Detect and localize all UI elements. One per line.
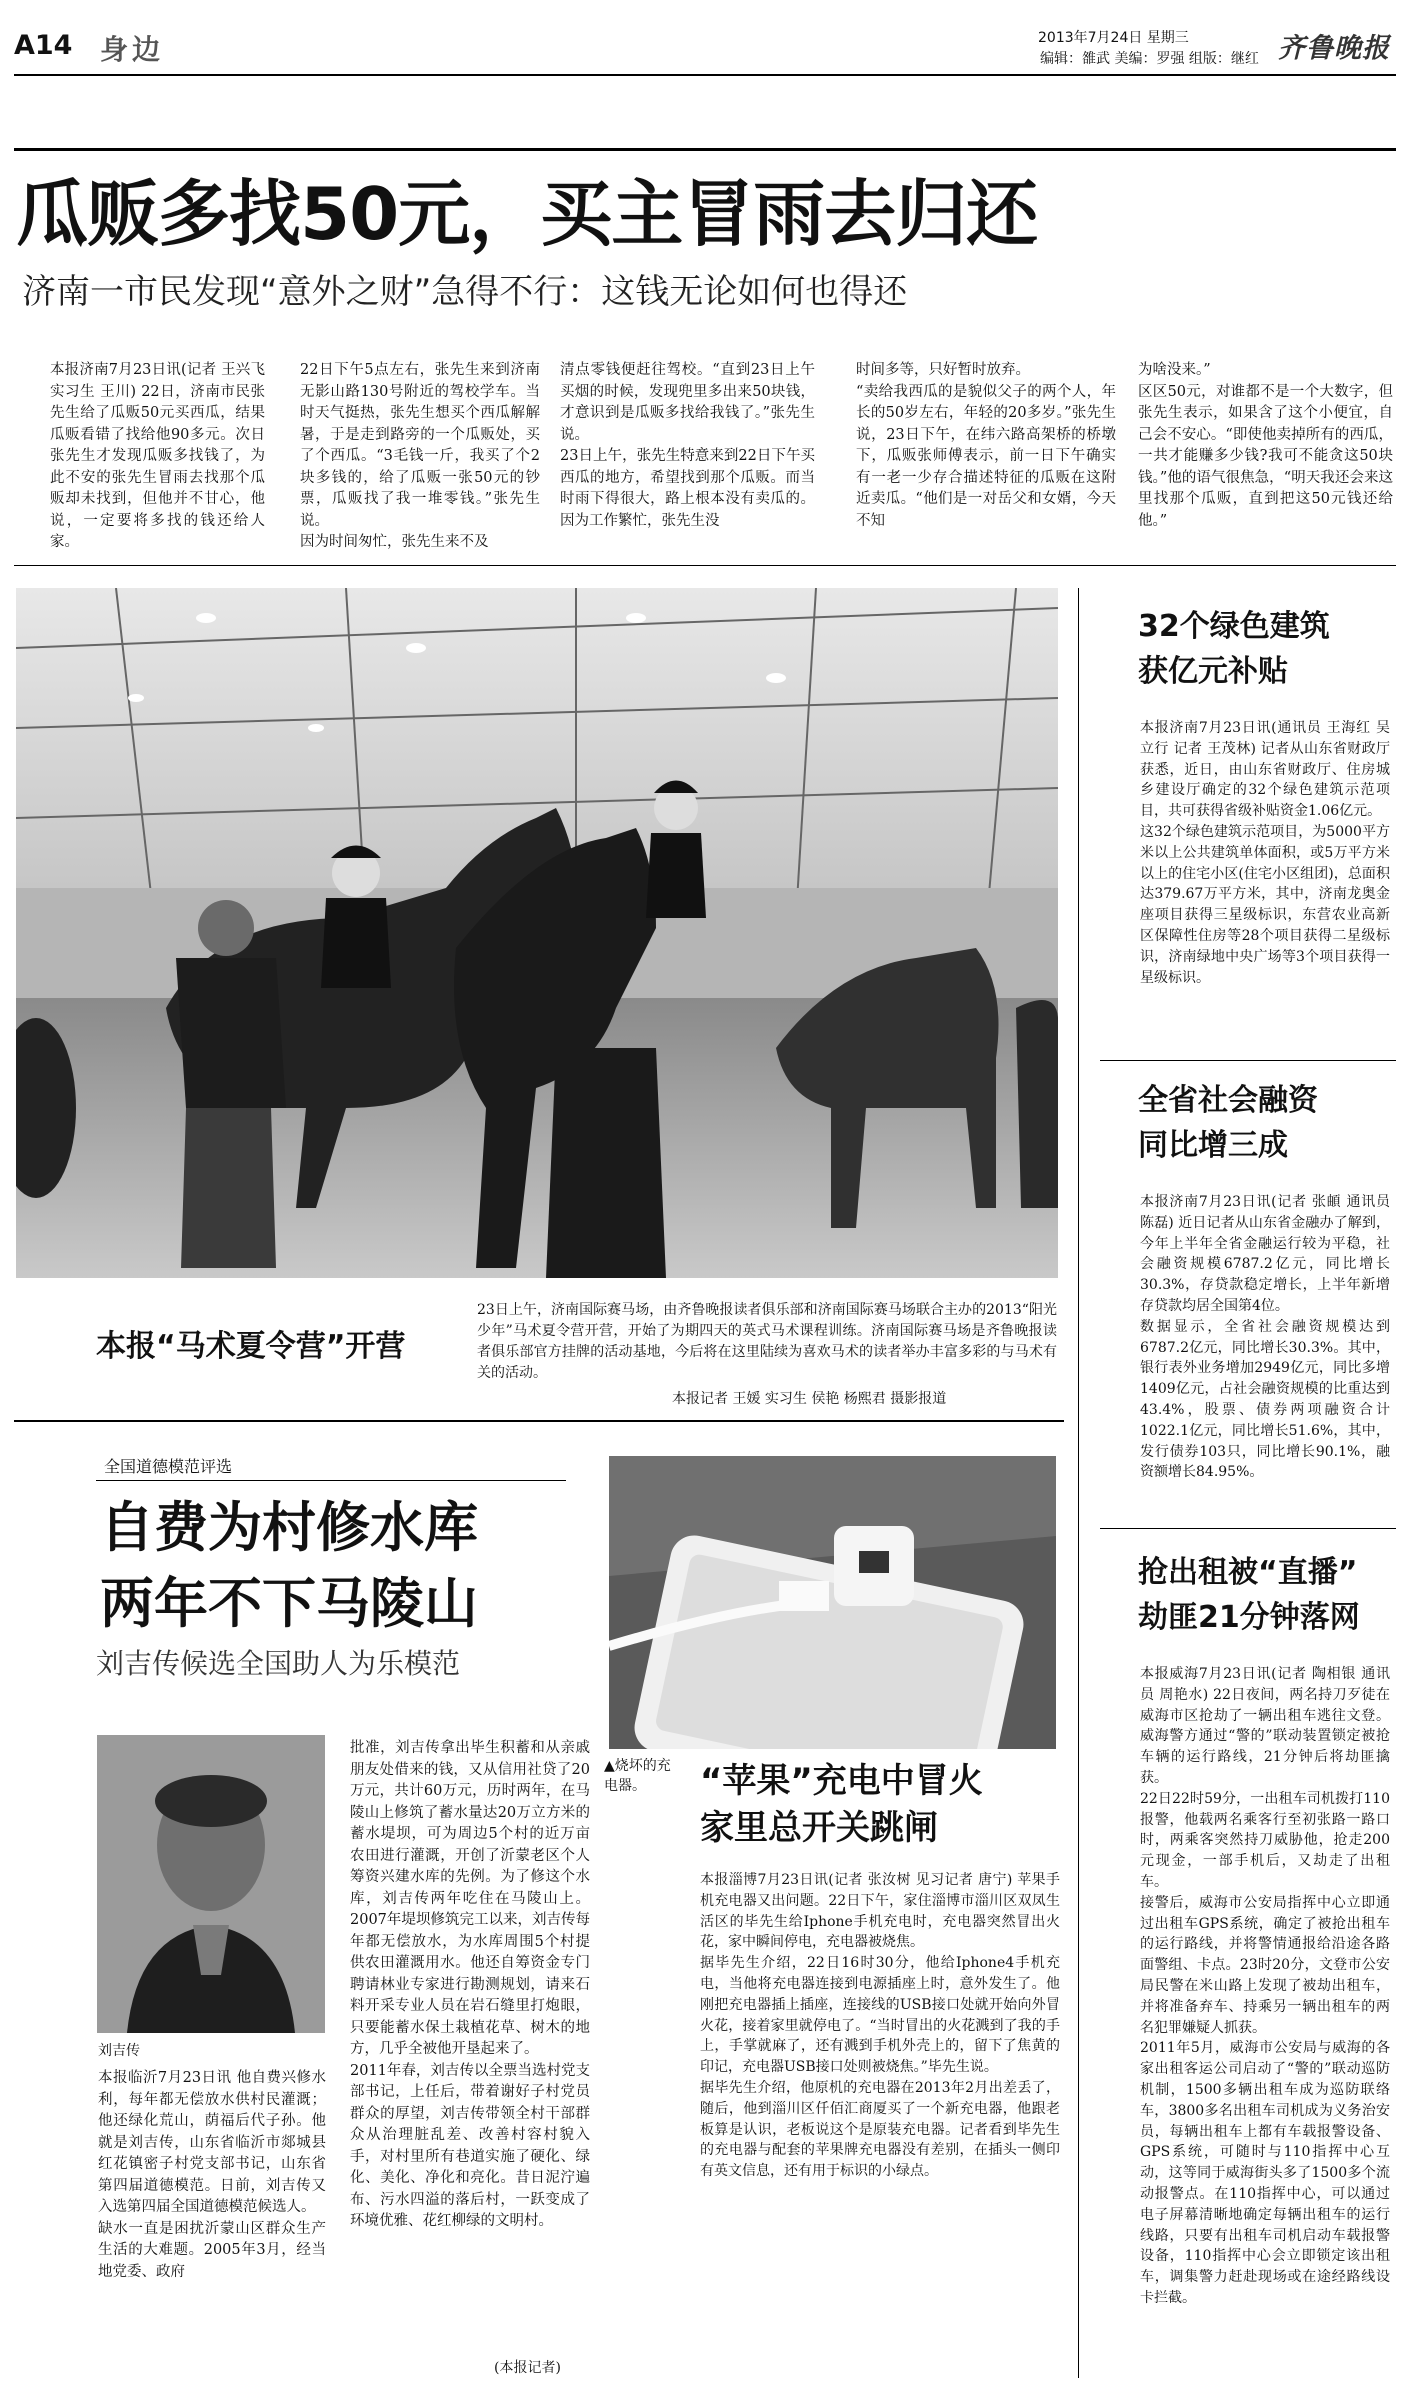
photo-right-rule <box>1078 588 1079 2378</box>
lead-top-rule <box>14 148 1396 151</box>
photo-feature-caption: 23日上午，济南国际赛马场，由齐鲁晚报读者俱乐部和济南国际赛马场联合主办的2013“阳光少年”马术夏令营开营，开始了为期四天的英式马术课程训练。济南国际赛马场是齐鲁晚报读者俱乐部官方挂牌的活动基地，今后将在这里陆续为喜欢马术的读者举办丰富多彩的与马术有关的活动。 <box>477 1302 1057 1381</box>
model-portrait <box>97 1735 325 2033</box>
page-number: A14 <box>14 30 73 61</box>
lead-column-1: 本报济南7月23日讯(记者 王兴飞 实习生 王川) 22日，济南市民张先生给了瓜贩50元买西瓜，结果瓜贩看错了找给他90多元。次日张先生才发现瓜贩多找钱了，为此不安的张先生冒雨去找那个瓜贩却未找到，但他并不甘心，他说，一定要将多找的钱还给人家。 <box>50 362 265 550</box>
model-column-2: 批准，刘吉传拿出毕生积蓄和从亲戚朋友处借来的钱，又从信用社贷了20万元，共计60万元，历时两年，在马陵山上修筑了蓄水量达20万立方米的蓄水堤坝，可为周边5个村的近万亩农田进行灌溉，开创了沂蒙老区个人筹资兴建水库的先例。为了修这个水库，刘吉传两年吃住在马陵山上。2007年堤坝修筑完工以来，刘吉传每年都无偿放水，为水库周围5个村提供农田灌溉用水。他还自筹资金专门聘请林业专家进行勘测规划，请来石料开采专业人员在岩石缝里打炮眼，只要能蓄水保土栽植花草、树木的地方，几乎全被他开垦起来了。 2011年春，刘吉传以全票当选村党支部书记，上任后，带着谢好子村党员群众的厚望，刘吉传带领全村干部群众从治理脏乱差、改善村容村貌入手，对村里所有巷道实施了硬化、绿化、美化、净化和亮化。昔日泥泞遍布、污水四溢的落后村，一跃变成了环境优雅、花红柳绿的文明村。 <box>350 1740 590 2229</box>
lead-bottom-rule <box>14 565 1396 566</box>
model-tag: 全国道德模范评选 <box>98 1454 238 1477</box>
model-signature: (本报记者) <box>494 2360 561 2376</box>
lead-subheadline: 济南一市民发现“意外之财”急得不行：这钱无论如何也得还 <box>22 272 908 312</box>
apple-headline: “苹果”充电中冒火 家里总开关跳闸 <box>700 1761 983 1848</box>
brief-1-rule <box>1100 1060 1396 1061</box>
brief-2-rule <box>1100 1528 1396 1529</box>
brief-2-title: 全省社会融资 同比增三成 <box>1138 1083 1318 1163</box>
header-rule <box>14 74 1396 76</box>
photo-feature-title: 本报“马术夏令营”开营 <box>96 1329 406 1364</box>
lead-column-4: 时间多等，只好暂时放弃。 “卖给我西瓜的是貌似父子的两个人，年长的50岁左右，年轻的20多岁。”张先生说，23日下午，在纬六路高架桥的桥墩下，瓜贩张师傅表示，前一日下午确实有一老一少存合描述特征的瓜贩在这附近卖瓜。“他们是一对岳父和女婿，今天不知 <box>856 362 1116 529</box>
brief-1-text: 本报济南7月23日讯(通讯员 王海红 吴立行 记者 王茂林) 记者从山东省财政厅获悉，近日，由山东省财政厅、住房城乡建设厅确定的32个绿色建筑示范项目，共可获得省级补贴资金1.06亿元。 这32个绿色建筑示范项目，为5000平方米以上公共建筑单体面积，或5万平方米以上的住宅小区(住宅小区组团)，总面积达379.67万平方米，其中，济南龙奥金座项目获得三星级标识，东营农业高新区保障性住房等28个项目获得二星级标识，济南绿地中央广场等3个项目获得一星级标识。 <box>1140 720 1390 986</box>
model-column-1: 本报临沂7月23日讯 他自费兴修水利，每年都无偿放水供村民灌溉；他还绿化荒山，荫福后代子孙。他就是刘吉传，山东省临沂市郯城县红花镇密子村党支部书记，山东省第四届道德模范。日前，刘吉传又入选第四届全国道德模范候选人。 缺水一直是困扰沂蒙山区群众生产生活的大难题。2005年3月，经当地党委、政府 <box>98 2070 326 2280</box>
model-headline: 自费为村修水库 两年不下马陵山 <box>100 1496 478 1635</box>
horse-camp-photo <box>16 588 1058 1278</box>
model-tag-rule <box>96 1480 566 1481</box>
brief-3-text: 本报威海7月23日讯(记者 陶相银 通讯员 周艳水) 22日夜间，两名持刀歹徒在威海市区抢劫了一辆出租车逃往文登。威海警方通过“警的”联动装置锁定被抢车辆的运行路线，21分钟后将劫匪擒获。 22日22时59分，一出租车司机拨打110报警，他载两名乘客行至初张路一路口时，两乘客突然持刀威胁他，抢走200元现金，一部手机后，又劫走了出租车。 接警后，威海市公安局指挥中心立即通过出租车GPS系统，确定了被抢出租车的运行路线，并将警情通报给沿途各路面警组、卡点。23时20分，文登市公安局民警在米山路上发现了被劫出租车，并将准备弃车、持乘另一辆出租车的两名犯罪嫌疑人抓获。 2011年5月，威海市公安局与威海的各家出租客运公司启动了“警的”联动巡防机制，1500多辆出租车成为巡防联络车，3800多名出租车司机成为义务治安员，每辆出租车上都有车载报警设备、GPS系统，可随时与110指挥中心互动，这等同于威海街头多了1500多个流动报警点。在110指挥中心，可以通过电子屏幕清晰地确定每辆出租车的运行线路，只要有出租车司机启动车载报警设备，110指挥中心会立即锁定该出租车，调集警力赶赴现场或在途经路线设卡拦截。 <box>1140 1666 1390 2306</box>
model-subheadline: 刘吉传候选全国助人为乐模范 <box>96 1647 461 1680</box>
lead-column-5: 为啥没来。” 区区50元，对谁都不是一个大数字，但张先生表示，如果含了这个小便宜，自己会不安心。“即使他卖掉所有的西瓜，一共才能赚多少钱?我可不能贪这50块钱。”他的语气很焦急，“明天我还会来这里找那个瓜贩，直到把这50元钱还给他。” <box>1138 362 1393 529</box>
lead-column-3: 清点零钱便赶往驾校。“直到23日上午买烟的时候，发现兜里多出来50块钱，才意识到是瓜贩多找给我钱了。”张先生说。 23日上午，张先生特意来到22日下午买西瓜的地方，希望找到那个瓜贩。而当时雨下得很大，路上根本没有卖瓜的。因为工作繁忙，张先生没 <box>560 362 815 529</box>
brief-1-title: 32个绿色建筑 获亿元补贴 <box>1138 609 1330 689</box>
section-name: 身边 <box>100 33 165 66</box>
charger-photo-caption: ▲烧坏的充电器。 <box>604 1758 671 1794</box>
charger-illustration <box>609 1456 1056 1749</box>
apple-text: 本报淄博7月23日讯(记者 张汝树 见习记者 唐宁) 苹果手机充电器又出问题。22日下午，家住淄博市淄川区双凤生活区的毕先生给Iphone手机充电时，充电器突然冒出火花，家中瞬间停电，充电器被烧焦。 据毕先生介绍，22日16时30分，他给Iphone4手机充电，当他将充电器连接到电源插座上时，意外发生了。他刚把充电器插上插座，连接线的USB接口处就开始向外冒火花，接着家里就停电了。“当时冒出的火花溅到了我的手上，手掌就麻了，还有溅到手机外壳上的，留下了焦黄的印记，充电器USB接口处则被烧焦。”毕先生说。 据毕先生介绍，他原机的充电器在2013年2月出差丢了，随后，他到淄川区仟佰汇商厦买了一个新充电器，他跟老板算是认识，老板说这个是原装充电器。记者看到毕先生的充电器与配套的苹果牌充电器没有差别，在插头一侧印有英文信息，还有用于标识的小绿点。 <box>700 1872 1060 2180</box>
horse-camp-illustration <box>16 588 1058 1278</box>
lead-headline: 瓜贩多找50元，买主冒雨去归还 <box>16 172 1038 256</box>
photo-feature-credit: 本报记者 王媛 实习生 侯艳 杨熙君 摄影报道 <box>672 1391 947 1407</box>
brief-2-text: 本报济南7月23日讯(记者 张頔 通讯员 陈磊) 近日记者从山东省金融办了解到，今年上半年全省金融运行较为平稳，社会融资规模6787.2亿元，同比增长30.3%，存贷款稳定增长，上半年新增存贷款均居全国第4位。 数据显示，全省社会融资规模达到6787.2亿元，同比增长30.3%。其中，银行表外业务增加2949亿元，同比多增1409亿元，占社会融资规模的比重达到43.4%，股票、债券两项融资合计1022.1亿元，同比增长51.6%，其中，发行债券103只，同比增长90.1%，融资额增长84.95%。 <box>1140 1194 1390 1481</box>
editors-line: 编辑：雒武 美编：罗强 组版：继红 <box>1040 51 1259 67</box>
newspaper-logo: 齐鲁晚报 <box>1278 33 1390 64</box>
brief-3-title: 抢出租被“直播” 劫匪21分钟落网 <box>1138 1555 1360 1635</box>
issue-date: 2013年7月24日 星期三 <box>1038 30 1189 46</box>
lead-column-2: 22日下午5点左右，张先生来到济南无影山路130号附近的驾校学车。当时天气挺热，张先生想买个西瓜解解暑，于是走到路旁的一个瓜贩处，买了个西瓜。“3毛钱一斤，我买了个2块多钱的，给了瓜贩一张50元的钞票，瓜贩找了我一堆零钱。”张先生说。 因为时间匆忙，张先生来不及 <box>300 362 540 550</box>
mid-rule <box>14 1420 1064 1422</box>
portrait-name: 刘吉传 <box>98 2043 140 2059</box>
portrait-illustration <box>97 1735 325 2033</box>
charger-photo <box>609 1456 1056 1749</box>
